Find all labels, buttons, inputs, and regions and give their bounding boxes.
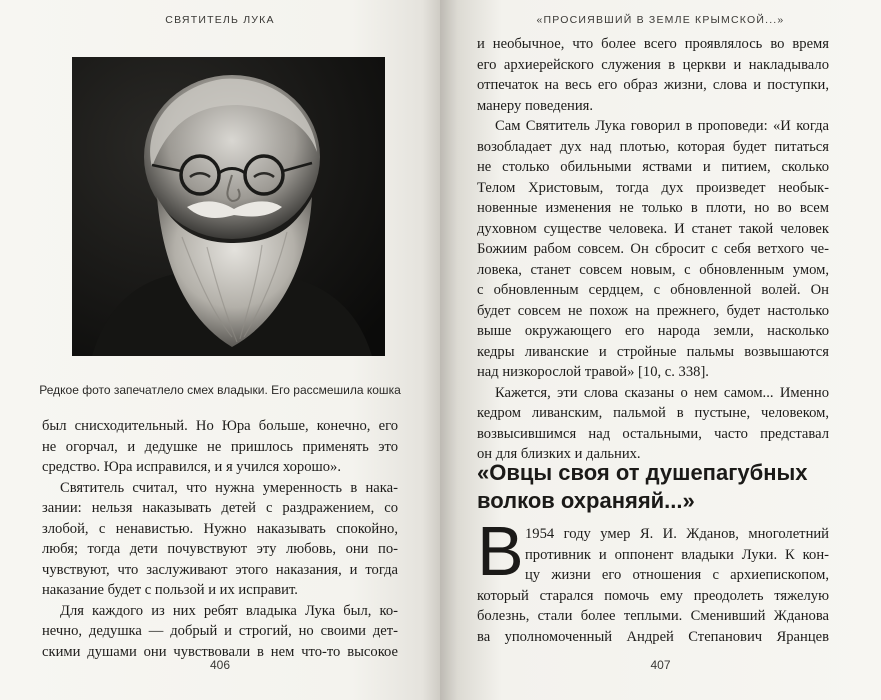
text-line: возвысившимся над остальными, часто представал <box>477 425 829 442</box>
text-line: был снисходительный. Но Юра больше, конечно, его <box>42 418 398 434</box>
text-line: отпечаток на весь его образ жизни, слова и поступки, <box>477 77 829 93</box>
text-line: нечно, дедушка — добрый и строгий, но своими дет- <box>42 623 398 639</box>
text-line: над низкорослой травой» [10, с. 338]. <box>477 364 709 380</box>
text-line: Телом Христовым, тогда дух произведет необык- <box>477 179 829 196</box>
text-line: он для близких и дальних. <box>477 446 641 462</box>
text-line: выше окружающего его народа земли, насколько <box>477 323 829 339</box>
text-line: кедром ливанским, пальмой в пустыне, человеком, <box>477 405 829 421</box>
text-line: с обновленным сердцем, с обновленной волей. Он <box>477 282 829 298</box>
text-line: болезнь, стали более теплыми. Сменивший Жданова <box>477 608 829 624</box>
text-line: духовном существе человека. И станет такой человек <box>477 220 829 237</box>
text-line: злобой, с ненавистью. Нужно наказывать спокойно, <box>42 520 398 537</box>
left-page <box>0 0 440 700</box>
text-line: кедры ливанские и стройные пальмы возвышаются <box>477 343 829 360</box>
text-line: наказание будет с пользой и их исправит. <box>42 582 298 598</box>
portrait-photo <box>72 57 385 356</box>
section-heading <box>477 459 837 515</box>
text-line: 1954 году умер Я. И. Жданов, многолетний <box>525 526 829 542</box>
running-head-left: СВЯТИТЕЛЬ ЛУКА <box>165 14 275 26</box>
text-line: будет совсем не похож на прежнего, будет настолько <box>477 302 829 319</box>
text-line: новенные изменения не только в плоти, но во всем <box>477 200 829 216</box>
heading-line: «Овцы своя от душепагубных <box>477 460 808 485</box>
text-line: цу жизни его отношения с архиепископом, <box>525 567 829 583</box>
text-line: Святитель считал, что нужна умеренность в нака- <box>60 479 398 496</box>
page-number-right: 407 <box>650 658 671 672</box>
text-line: средство. Юра исправился, и я учился хорошо». <box>42 459 341 475</box>
text-line: возобладает дух над плотью, которая будет питаться <box>477 138 829 155</box>
text-line: и необычное, что более всего проявлялось во время <box>477 36 829 52</box>
text-line: чувствуют, что заслуживают этого наказания, и тогда <box>42 561 398 578</box>
body-text-left <box>42 416 398 662</box>
text-line: Сам Святитель Лука говорил в проповеди: «И когда <box>495 118 829 134</box>
text-line: Божиим рабом совсем. Он сбросит с себя ветхого че- <box>477 241 829 257</box>
body-text-right <box>477 34 829 465</box>
section-body-text <box>477 524 829 647</box>
text-line: Кажется, эти слова сказаны о нем самом... Именно <box>495 384 829 401</box>
text-line: ловека, станет совсем новым, с обновленным умом, <box>477 261 829 278</box>
photo-caption: Редкое фото запечатлело смех владыки. Его рассмешила кошка <box>39 383 401 397</box>
text-line: не огорчал, и дедушке не пришлось применять это <box>42 438 398 455</box>
text-line: его архиерейского служения в церкви и накладывало <box>477 56 829 73</box>
text-line: зании: нельзя наказывать детей с раздражением, со <box>42 500 398 516</box>
text-line: который старался помочь ему преодолеть тяжелую <box>477 587 829 604</box>
text-line: скими душами они чувствовали в нем что-то высокое <box>42 643 398 660</box>
heading-line: волков охраняяй...» <box>477 488 695 513</box>
running-head-right: «ПРОСИЯВШИЙ В ЗЕМЛЕ КРЫМСКОЙ...» <box>536 14 785 26</box>
text-line: не столько обильными яствами и питием, сколько <box>477 159 829 175</box>
drop-cap: В <box>477 512 524 590</box>
text-line: ва уполномоченный Андрей Степанович Яранцев <box>477 628 829 645</box>
text-line: манеру поведения. <box>477 97 594 114</box>
page-number-left: 406 <box>209 658 231 672</box>
text-line: противник и оппонент владыки Луки. К кон- <box>525 546 829 563</box>
text-line: Для каждого из них ребят владыка Лука был, ко- <box>60 602 398 619</box>
text-line: любя; тогда дети почувствуют эту любовь, они по- <box>42 541 398 557</box>
